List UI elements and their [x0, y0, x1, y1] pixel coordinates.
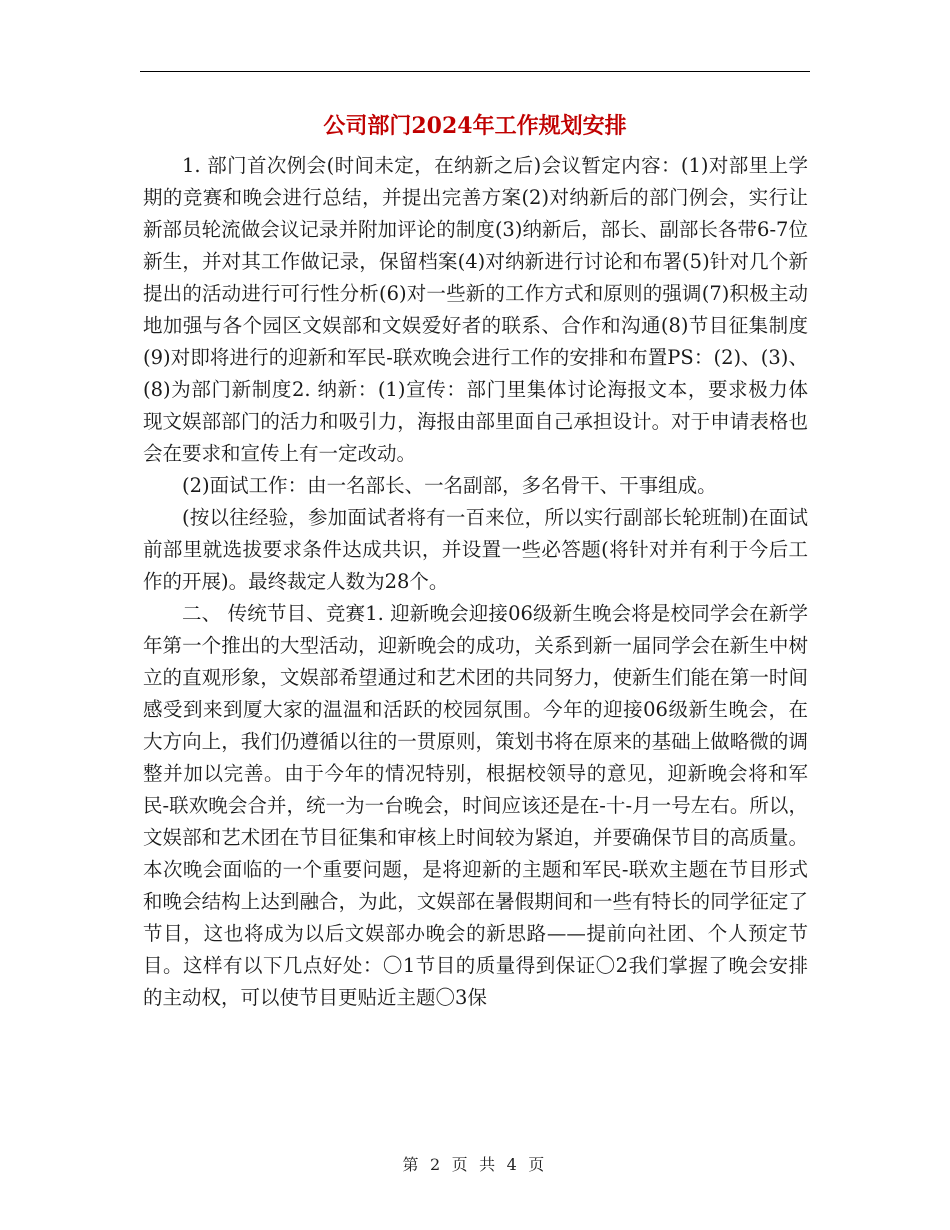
paragraph: 1. 部门首次例会(时间未定，在纳新之后)会议暂定内容：(1)对部里上学期的竞赛和晚会进行总结，并提出完善方案(2)对纳新后的部门例会，实行让新部员轮流做会议记录并附加评论的制度(3)纳新后，部长、副部长各带6-7位新生，并对其工作做记录，保留档案(4)对纳新进行讨论和布署(5)针对几个新提出的活动进行可行性分析(6)对一些新的工作方式和原则的强调(7)积极主动地加强与各个园区文娱部和文娱爱好者的联系、合作和沟通(8)节目征集制度(9)对即将进行的迎新和军民-联欢晚会进行工作的安排和布置PS：(2)、(3)、(8)为部门新制度2. 纳新：(1)宣传：部门里集体讨论海报文本，要求极力体现文娱部部门的活力和吸引力，海报由部里面自己承担设计。对于申请表格也会在要求和宣传上有一定改动。	[143, 154, 808, 465]
paragraph: (2)面试工作：由一名部长、一名副部，多名骨干、干事组成。	[182, 474, 717, 497]
page-number: 第 2 页 共 4 页	[402, 1155, 548, 1174]
document-title: 公司部门2024年工作规划安排	[323, 113, 627, 139]
header-rule	[140, 71, 810, 72]
paragraph: (按以往经验，参加面试者将有一百来位，所以实行副部长轮班制)在面试前部里就选拔要求条件达成共识，并设置一些必答题(将针对并有利于今后工作的开展)。最终裁定人数为28个。	[143, 506, 808, 593]
document-body	[143, 150, 808, 1014]
paragraph: 二、 传统节目、竞赛1. 迎新晚会迎接06级新生晚会将是校同学会在新学年第一个推出的大型活动，迎新晚会的成功，关系到新一届同学会在新生中树立的直观形象，文娱部希望通过和艺术团的共同努力，使新生们能在第一时间感受到来到厦大家的温温和活跃的校园氛围。今年的迎接06级新生晚会，在大方向上，我们仍遵循以往的一贯原则，策划书将在原来的基础上做略微的调整并加以完善。由于今年的情况特别，根据校领导的意见，迎新晚会将和军民-联欢晚会合并，统一为一台晚会，时间应该还是在-十-月一号左右。所以，文娱部和艺术团在节目征集和审核上时间较为紧迫，并要确保节目的高质量。本次晚会面临的一个重要问题，是将迎新的主题和军民-联欢主题在节目形式和晚会结构上达到融合，为此，文娱部在暑假期间和一些有特长的同学征定了节目，这也将成为以后文娱部办晚会的新思路——提前向社团、个人预定节目。这样有以下几点好处：〇1节目的质量得到保证〇2我们掌握了晚会安排的主动权，可以使节目更贴近主题〇3保	[143, 602, 808, 1009]
